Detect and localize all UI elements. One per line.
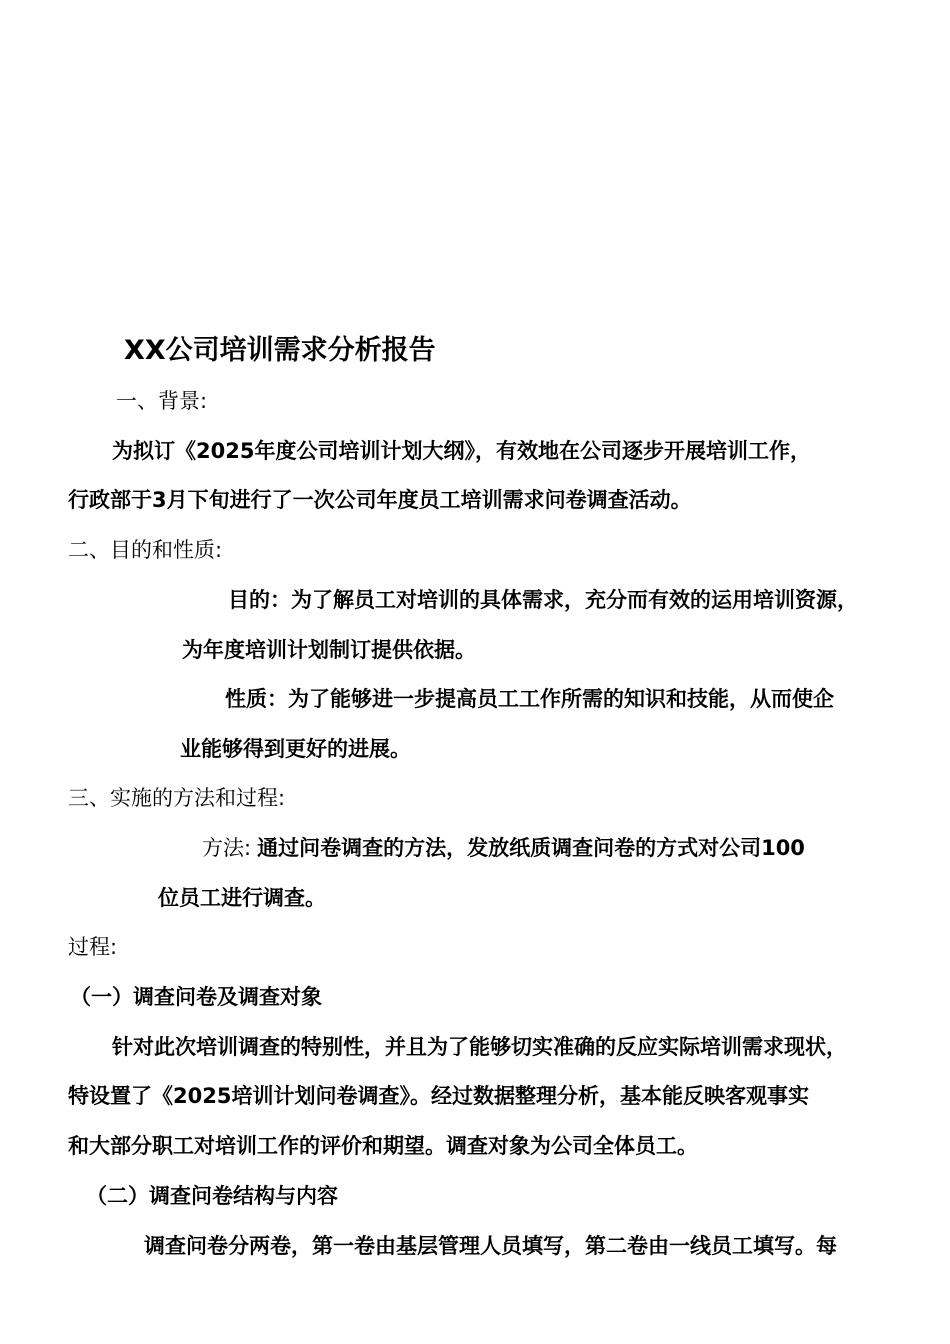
- purpose-paragraph-line: 为年度培训计划制订提供依据。: [182, 638, 476, 662]
- subsection-heading-survey-structure: （二）调查问卷结构与内容: [86, 1184, 338, 1208]
- nature-paragraph-line: 业能够得到更好的进展。: [180, 737, 411, 761]
- section-heading-method: 三、实施的方法和过程:: [68, 786, 286, 810]
- method-paragraph-line: [202, 834, 805, 862]
- survey-paragraph-line: 针对此次培训调查的特别性，并且为了能够切实准确的反应实际培训需求现状，: [112, 1035, 847, 1059]
- background-paragraph-line: 行政部于3月下旬进行了一次公司年度员工培训需求问卷调查活动。: [68, 488, 692, 512]
- method-label: 方法:: [202, 836, 252, 860]
- survey-paragraph-line: 和大部分职工对培训工作的评价和期望。调查对象为公司全体员工。: [68, 1134, 698, 1158]
- method-text: 通过问卷调查的方法，发放纸质调查问卷的方式对公司100: [257, 836, 805, 860]
- background-paragraph-line: 为拟订《2025年度公司培训计划大纲》，有效地在公司逐步开展培训工作，: [112, 439, 811, 463]
- method-paragraph-line: 位员工进行调查。: [158, 886, 326, 910]
- nature-paragraph-line: 性质：为了能够进一步提高员工工作所需的知识和技能，从而使企: [225, 687, 834, 711]
- section-heading-purpose: 二、目的和性质:: [68, 538, 223, 562]
- section-heading-background: 一、背景:: [116, 389, 208, 413]
- process-label: 过程:: [68, 935, 118, 959]
- structure-paragraph-line: 调查问卷分两卷，第一卷由基层管理人员填写，第二卷由一线员工填写。每: [144, 1234, 837, 1258]
- subsection-heading-survey-objects: （一）调查问卷及调查对象: [70, 985, 322, 1009]
- page-title: XX公司培训需求分析报告: [124, 335, 436, 366]
- survey-paragraph-line: 特设置了《2025培训计划问卷调查》。经过数据整理分析，基本能反映客观事实: [68, 1084, 809, 1108]
- purpose-paragraph-line: 目的：为了解员工对培训的具体需求，充分而有效的运用培训资源，: [228, 588, 858, 612]
